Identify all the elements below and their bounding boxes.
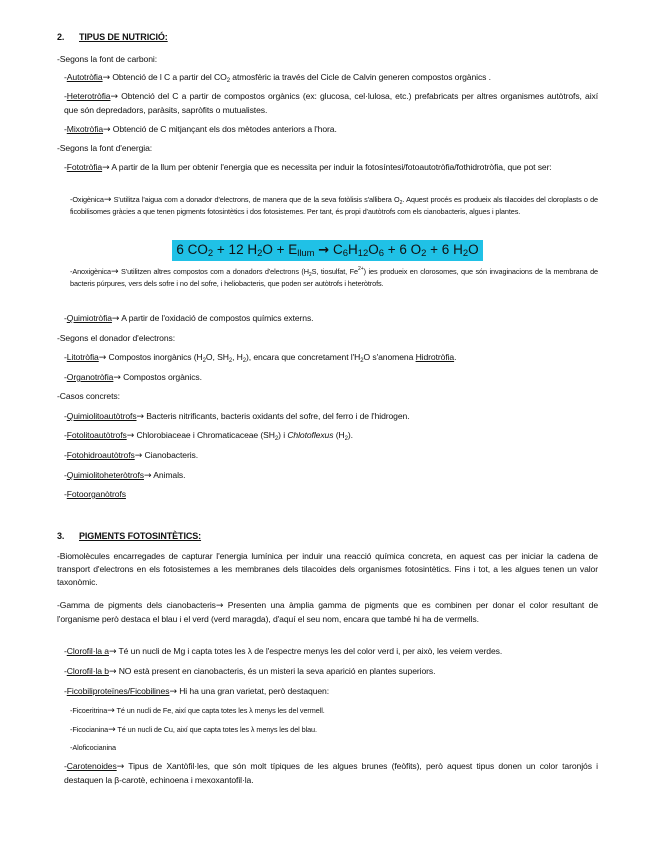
organotrofia-item: -Organotròfia→ Compostos orgànics. [64,372,202,383]
autotrofia-item: -Autotròfia→ Obtenció de l C a partir del $CO_2$ atmosfèric ia través del Cicle de Calvin generen compostos orgànics . [64,72,491,84]
pigment-term: Carotenoides [66,761,117,771]
fototrofia-item: -Fototròfia→ A partir de la llum per obtenir l'energia que es necessita per induir la fotosíntesi/fotoautotròfia/fothidrotròfia, que pot ser: [64,162,552,173]
case-term: Fotohidroautòtrofs [66,450,135,460]
autotrofia-term: Autotròfia [66,72,103,82]
mixotrofia-term: Mixotròfia [66,124,104,134]
section-title: TIPUS DE NUTRICIÓ: [79,32,168,42]
case-fotolitoautotrofs: -Fotolitoautòtrofs→ Chlorobiaceae i Chromaticaceae $(SH_2)$ i Chlotoflexus $(H_2)$. [64,430,353,442]
pigment-gamma-paragraph: -Gamma de pigments dels cianobacteris→ Presenten una àmplia gamma de pigments que es combinen per donar el color resultant de l'organisme però destaca el blau i el verd (verd maragda), d'aquí el seu nom, encara que també hi ha de vermells. [57,600,599,624]
arrow-icon: → [116,762,125,772]
arrow-icon: → [102,73,111,83]
section-2-heading [57,31,168,44]
hidrotrofia-term: Hidrotròfia [415,352,455,362]
electron-donor-header: -Segons el donador d'electrons: [57,333,175,343]
pigments-intro-paragraph: -Biomolècules encarregades de capturar l'energia lumínica per induir una reacció química concreta, en aquest cas per iniciar la cadena de transport d'electrons en els fotosistemes a les membranes dels tilacoides dels organismes fotosintètics. Fins i tot, a les algues tenen un valor taxonòmic. [57,551,598,587]
case-term: Quimiolitoautòtrofs [66,411,137,421]
carotenoides-item: -Carotenoides→ Tipus de Xantòfil·les, que són molt típiques de les algues brunes (feòfits), però aquest tipus donen un color taronjós i destaquen la β-carotè, echinoena i mexoxantofil·la. [64,761,598,785]
section-title: PIGMENTS FOTOSINTÈTICS: [79,531,202,541]
section-3-heading [57,530,201,543]
arrow-icon: → [113,373,121,383]
oxigenica-item: -Oxigènica→ S'utilitza l'aigua com a donador d'electrons, de manera que de la seva fotòlisis s'allibera $O_2$. Aquest procés es produeix als tilacoides del cloroplasts o de ficobilisomes gràcies a que tenen pigments fotosintètics i dos fotosistemes. Per tant, és propi d'autòtrofs com els cianobacteris, algues i plantes. [70,195,599,216]
pigment-term: Clorofil·la b [66,666,109,676]
case-quimiolitoautotrofs: -Quimiolitoautòtrofs→ Bacteris nitrificants, bacteris oxidants del sofre, del ferro i de l'hidrogen. [64,411,410,422]
arrow-icon: → [215,601,224,611]
case-fotohidroautotrofs: -Fotohidroautòtrofs→ Cianobacteris. [64,450,199,461]
section-number: 2. [57,32,65,42]
photosynthesis-equation-row [0,240,655,261]
organotrofia-term: Organotròfia [66,372,114,382]
anoxigenica-term: -Anoxigènica [70,267,111,276]
oxigenica-term: -Oxigènica [70,195,104,204]
pigment-term: Ficobiliproteïnes/Ficobilines [66,686,170,696]
arrow-icon: → [107,706,115,716]
arrow-icon: → [126,431,135,441]
heterotrofia-item: -Heterotròfia→ Obtenció del C a partir de compostos orgànics (ex: glucosa, cel·lulosa, etc.) prefabricats per altres organismes autòtrofs, així que són depredadors, paràsits, sapròfits o mutualistes. [64,91,598,115]
photosynthesis-equation: 6 $CO_2 + 12$ $H_2O + E_{llum} \to C_6H_{12}O_6 + 6$ $O_2 + 6$ $H_2O$ [172,240,482,261]
case-term: Quimiolitoheteròtrofs [66,470,144,480]
arrow-icon: → [102,163,110,173]
arrow-icon: → [103,125,111,135]
pigment-term: Clorofil·la a [66,646,109,656]
arrow-icon: → [110,92,118,102]
arrow-icon: → [108,667,117,677]
arrow-icon: → [108,725,116,735]
arrow-icon: → [108,647,117,657]
case-term: Fotoorganòtrofs [66,489,126,499]
case-fotoorganotrofs: -Fotoorganòtrofs [64,489,126,499]
litotrofia-term: Litotròfia [66,352,99,362]
arrow-icon: → [318,243,330,258]
arrow-icon: → [103,195,112,205]
arrow-icon: → [169,687,177,697]
arrow-icon: → [111,267,119,277]
section-number: 3. [57,531,65,541]
arrow-icon: → [134,451,143,461]
mixotrofia-item: -Mixotròfia→ Obtenció de C mitjançant els dos mètodes anteriors a l'hora. [64,124,337,135]
ficobiliproteines-item: -Ficobiliproteïnes/Ficobilines→ Hi ha una gran varietat, però destaquen: [64,686,330,697]
case-quimiolitoheterotrofs: -Quimiolitoheteròtrofs→ Animals. [64,470,186,481]
concrete-cases-header: -Casos concrets: [57,391,120,401]
aloficocianina-item: -Aloficocianina [70,743,116,752]
fototrofia-term: Fototròfia [66,162,103,172]
heterotrofia-term: Heterotròfia [66,91,111,101]
litotrofia-item: -Litotròfia→ Compostos inorgànics ($H_2O$, $SH_2$, $H_2$), encara que concretament $l'H_2O$ s'anomena Hidrotròfia. [64,352,457,364]
clorofila-b-item: -Clorofil·la b→ NO està present en cianobacteris, és un misteri la seva aparició en plantes superiors. [64,666,436,677]
arrow-icon: → [98,353,107,363]
energy-source-header: -Segons la font d'energia: [57,143,153,153]
clorofila-a-item: -Clorofil·la a→ Té un nucli de Mg i capta totes les λ de l'espectre menys les del color verd i, per això, les veiem verdes. [64,646,503,657]
arrow-icon: → [136,412,144,422]
arrow-icon: → [143,471,152,481]
quimiotrofia-item: -Quimiotròfia→ A partir de l'oxidació de compostos químics externs. [64,313,314,324]
case-term: Fotolitoautòtrofs [66,430,127,440]
ficocianina-item: -Ficocianina→ Té un nucli de Cu, així que capta totes les λ menys les del blau. [70,725,317,735]
quimiotrofia-term: Quimiotròfia [66,313,112,323]
arrow-icon: → [111,314,120,324]
ficoeritrina-item: -Ficoeritrina→ Té un nucli de Fe, així que capta totes les λ menys les del vermell. [70,706,325,716]
carbon-source-header: -Segons la font de carboni: [57,54,158,64]
anoxigenica-item: -Anoxigènica→ S'utilitzen altres compostos com a donadors d'electrons ($H_2S$, tiosulfat, $Fe^{2+}$) ies produeix en clorosomes, que són invaginacions de la membrana de bacteris púrpures, vers dels sofre i no del sofre, i heliobacteris, que poden ser autòtrofs i heteròtrofs. [70,266,598,288]
